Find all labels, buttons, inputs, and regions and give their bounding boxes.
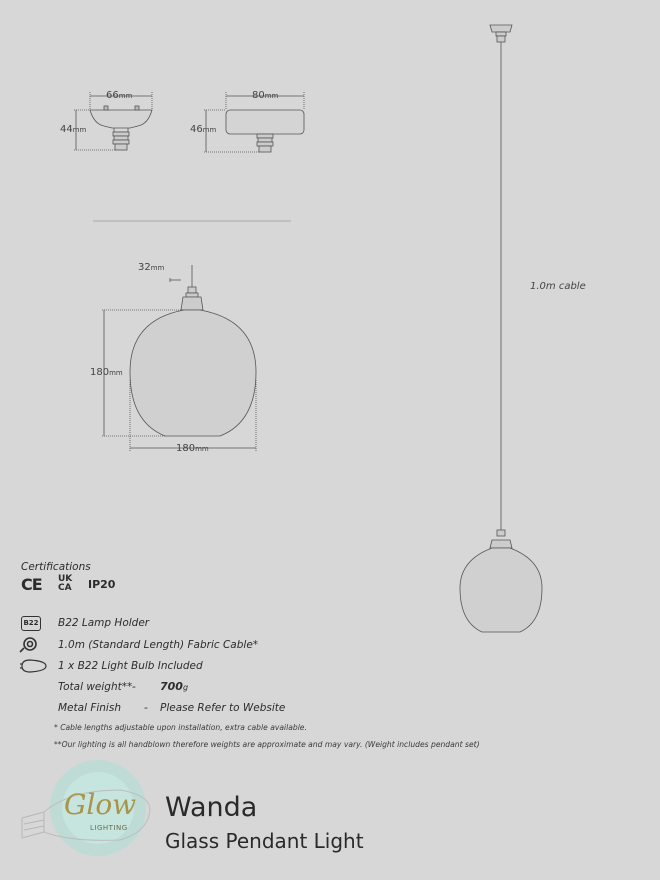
cable-footnote: * Cable lengths adjustable upon installation, extra cable available. — [54, 723, 307, 732]
weight-separator: - — [132, 681, 136, 693]
finish-value: Please Refer to Website — [160, 702, 286, 714]
weight-footnote: **Our lighting is all handblown therefore weights are approximate and may vary. (Weight includes pendant set) — [54, 740, 480, 749]
logo-text: Glow — [64, 788, 137, 821]
cable-length-label: 1.0m cable — [530, 281, 586, 292]
shade-height-label: 180mm — [90, 367, 123, 378]
product-name: Wanda — [165, 792, 258, 823]
bulb-text: 1 x B22 Light Bulb Included — [58, 660, 203, 672]
large-rose-width-label: 80mm — [252, 90, 279, 101]
small-rose-width-label: 66mm — [106, 90, 133, 101]
small-rose-height-label: 44mm — [60, 124, 87, 135]
finish-label: Metal Finish — [58, 702, 121, 714]
shade-width-label: 180mm — [176, 443, 209, 454]
finish-separator: - — [144, 702, 148, 714]
ip-rating: IP20 — [88, 578, 116, 591]
weight-label: Total weight** — [58, 681, 133, 693]
certifications-heading: Certifications — [21, 561, 91, 573]
product-type: Glass Pendant Light — [165, 829, 364, 853]
lamp-holder-icon: B22 — [21, 616, 41, 631]
large-rose-height-label: 46mm — [190, 124, 217, 135]
lamp-holder-text: B22 Lamp Holder — [58, 617, 150, 629]
holder-width-label: 32mm — [138, 262, 165, 273]
weight-value: 700g — [160, 680, 189, 693]
logo-subtext: LIGHTING — [90, 824, 128, 832]
ce-mark: CE — [21, 575, 42, 594]
ukca-mark: UK CA — [58, 574, 73, 593]
cable-text: 1.0m (Standard Length) Fabric Cable* — [58, 639, 259, 651]
